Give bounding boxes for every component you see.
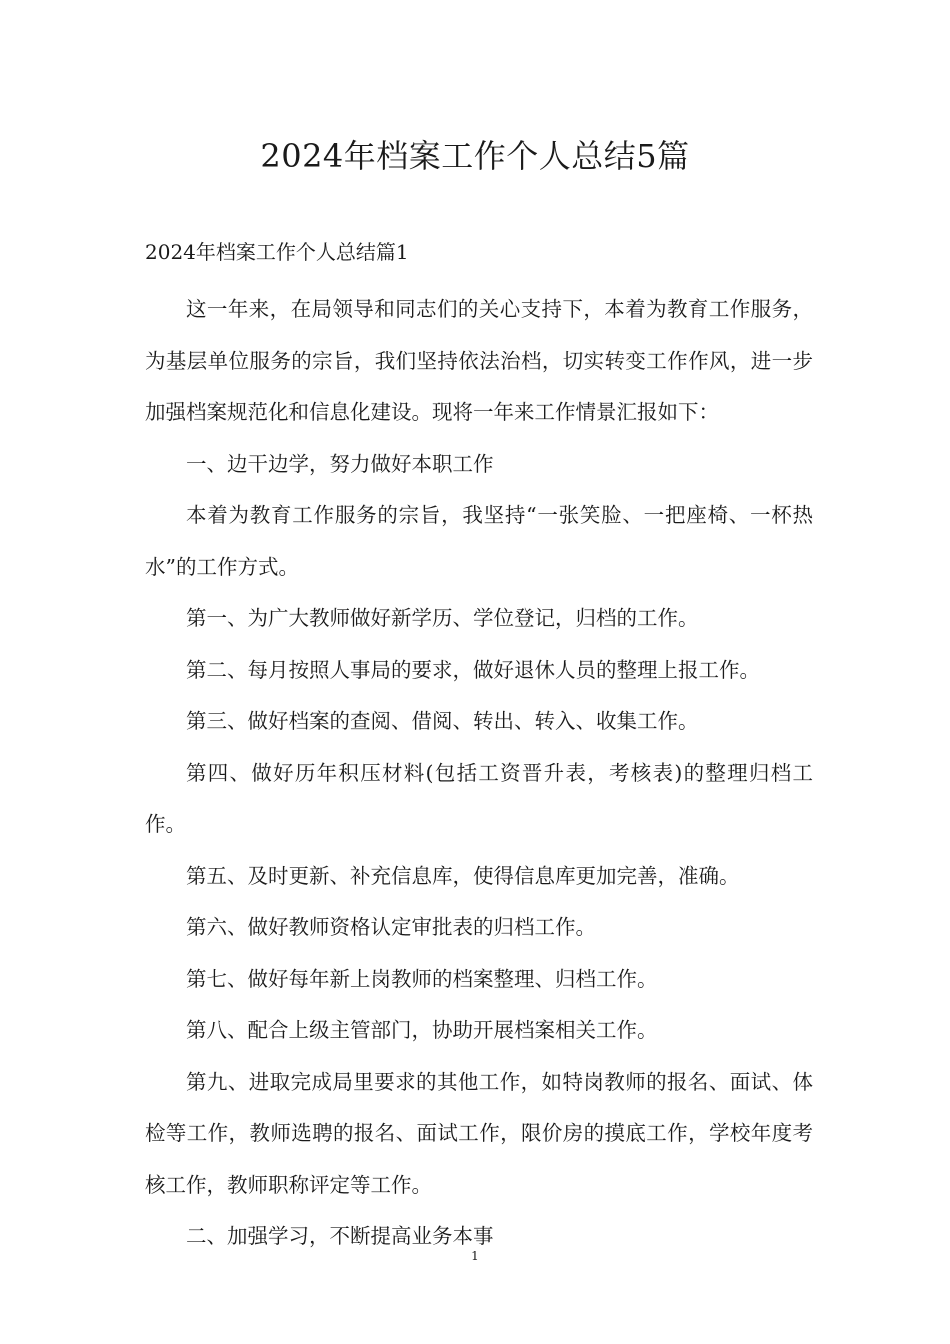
document-body: [145, 284, 813, 1263]
paragraph-item-3: 第三、做好档案的查阅、借阅、转出、转入、收集工作。: [186, 709, 699, 733]
paragraph-item-5: 第五、及时更新、补充信息库，使得信息库更加完善，准确。: [186, 863, 740, 888]
paragraph-item-6: 第六、做好教师资格认定审批表的归档工作。: [186, 915, 596, 939]
page-number: 1: [471, 1249, 479, 1263]
paragraph-item-7: 第七、做好每年新上岗教师的档案整理、归档工作。: [186, 966, 658, 991]
document-title: 2024年档案工作个人总结5篇: [260, 137, 690, 175]
paragraph-heading-1: 一、边干边学，努力做好本职工作: [186, 451, 494, 476]
section-heading: 2024年档案工作个人总结篇1: [145, 240, 409, 264]
paragraph-heading-2: 二、加强学习，不断提高业务本事: [186, 1224, 494, 1248]
paragraph-intro: 这一年来，在局领导和同志们的关心支持下，本着为教育工作服务，为基层单位服务的宗旨，我们坚持依法治档，切实转变工作作风，进一步加强档案规范化和信息化建设。现将一年来工作情景汇报如下：: [145, 297, 813, 424]
paragraph-item-8: 第八、配合上级主管部门，协助开展档案相关工作。: [186, 1018, 658, 1042]
paragraph-item-4: 第四、做好历年积压材料(包括工资晋升表，考核表)的整理归档工作。: [145, 760, 813, 836]
paragraph-item-1: 第一、为广大教师做好新学历、学位登记，归档的工作。: [186, 606, 699, 630]
paragraph-item-2: 第二、每月按照人事局的要求，做好退休人员的整理上报工作。: [186, 657, 760, 682]
paragraph-item-9: 第九、进取完成局里要求的其他工作，如特岗教师的报名、面试、体检等工作，教师选聘的报名、面试工作，限价房的摸底工作，学校年度考核工作，教师职称评定等工作。: [145, 1069, 813, 1197]
paragraph-service-approach: 本着为教育工作服务的宗旨，我坚持“一张笑脸、一把座椅、一杯热水”的工作方式。: [145, 503, 813, 579]
